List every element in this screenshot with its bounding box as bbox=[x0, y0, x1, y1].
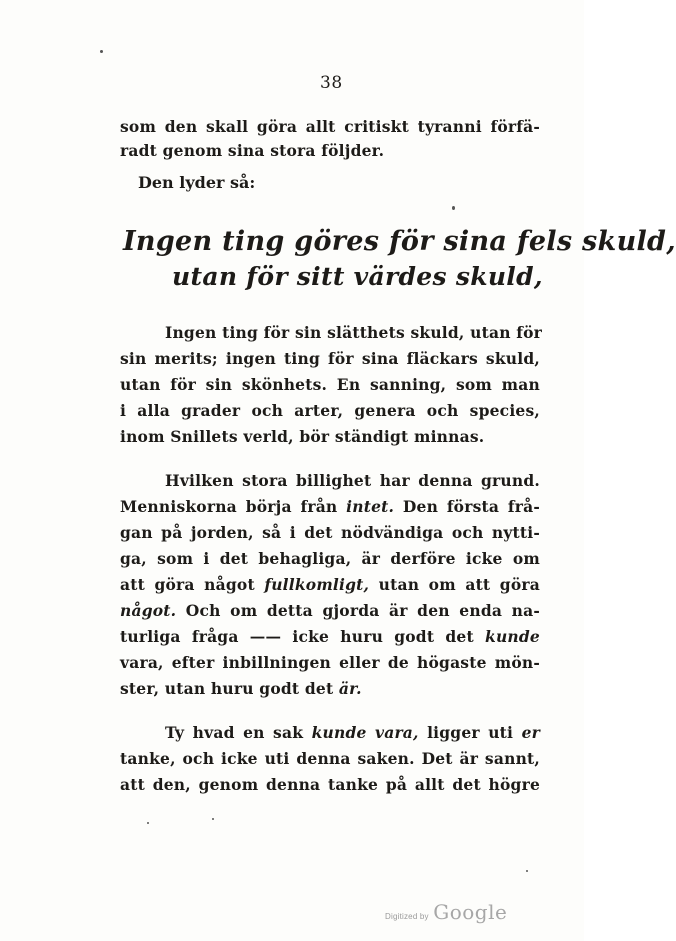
para1-line-3: utan för sin skönhets. En sanning, som man bbox=[120, 375, 540, 394]
para2-line-3: gan på jorden, så i det nödvändiga och nytti- bbox=[120, 523, 540, 542]
intro-line-2: radt genom sina stora följder. bbox=[120, 141, 385, 160]
para2-line-8: vara, efter inbillningen eller de högaste mön- bbox=[120, 653, 540, 672]
heading-line-1: Ingen ting göres för sina fels skuld, bbox=[123, 226, 676, 257]
para2-line-9: ster, utan huru godt det är. bbox=[120, 679, 362, 698]
print-speck bbox=[212, 818, 214, 820]
print-speck bbox=[526, 870, 528, 872]
watermark-logo: Google bbox=[433, 900, 508, 924]
digitization-watermark bbox=[385, 900, 507, 924]
print-speck bbox=[452, 206, 455, 210]
para3-line-3: att den, genom denna tanke på allt det högre bbox=[120, 775, 540, 794]
para3-line-1: Ty hvad en sak kunde vara, ligger uti er bbox=[165, 723, 540, 742]
para1-line-4: i alla grader och arter, genera och species, bbox=[120, 401, 540, 420]
page-number: 38 bbox=[320, 73, 343, 93]
heading-line-2: utan för sitt värdes skuld, bbox=[172, 262, 543, 291]
lead-line: Den lyder så: bbox=[138, 173, 256, 192]
para3-line-2: tanke, och icke uti denna saken. Det är sannt, bbox=[120, 749, 540, 768]
print-speck bbox=[147, 822, 149, 824]
para2-line-5: att göra något fullkomligt, utan om att göra bbox=[120, 575, 540, 594]
intro-line-1: som den skall göra allt critiskt tyranni förfä- bbox=[120, 117, 540, 136]
para2-line-2: Menniskorna börja från intet. Den första frå- bbox=[120, 497, 540, 516]
para2-line-4: ga, som i det behagliga, är derföre icke om bbox=[120, 549, 540, 568]
para2-line-7: turliga fråga —— icke huru godt det kunde bbox=[120, 627, 540, 646]
para1-line-1: Ingen ting för sin slätthets skuld, utan för bbox=[165, 323, 543, 342]
print-speck bbox=[100, 50, 103, 53]
watermark-prefix: Digitized by bbox=[385, 912, 429, 921]
para2-line-6: något. Och om detta gjorda är den enda na- bbox=[120, 601, 540, 620]
para1-line-2: sin merits; ingen ting för sina fläckars skuld, bbox=[120, 349, 540, 368]
para2-line-1: Hvilken stora billighet har denna grund. bbox=[165, 471, 540, 490]
para1-line-5: inom Snillets verld, bör ständigt minnas. bbox=[120, 427, 485, 446]
